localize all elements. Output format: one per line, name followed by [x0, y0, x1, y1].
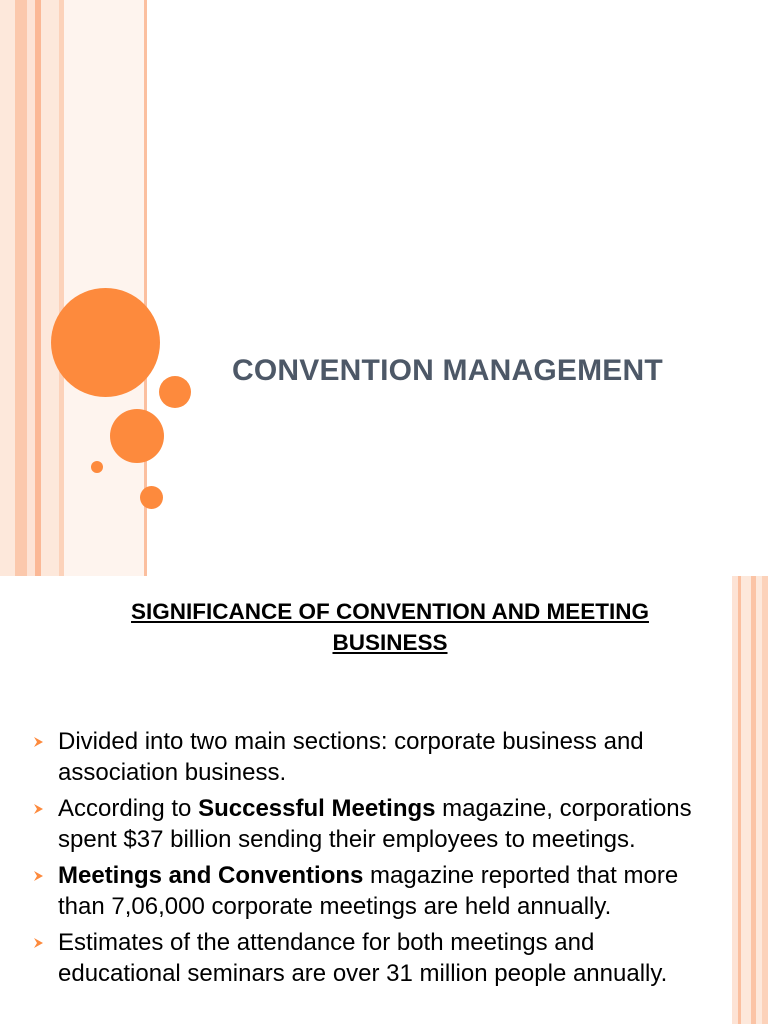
decorative-dot: [91, 461, 103, 473]
bullet-text-line: [58, 793, 745, 824]
stripe-decoration: [27, 0, 35, 576]
stripe-decoration: [762, 576, 768, 1024]
decorative-circle-medium: [110, 409, 164, 463]
magazine-name: Meetings and Conventions: [58, 862, 364, 889]
list-item: [30, 927, 745, 989]
heading-line: BUSINESS: [332, 630, 448, 655]
decorative-circle-small: [159, 376, 191, 408]
decorative-circle-small: [140, 486, 163, 509]
decorative-circle-large: [51, 288, 160, 397]
list-item: [30, 793, 745, 855]
bullet-list: [30, 726, 745, 994]
bullet-text: magazine reported that more: [363, 862, 679, 889]
arrow-bullet-icon: [32, 726, 46, 757]
bullet-text-line: spent $37 billion sending their employees to meetings.: [58, 826, 636, 853]
list-item: [30, 726, 745, 788]
bullet-text: According to: [58, 795, 199, 822]
stripe-decoration: [41, 0, 59, 576]
heading-line: SIGNIFICANCE OF CONVENTION AND MEETING: [131, 599, 649, 624]
bullet-text-line: than 7,06,000 corporate meetings are held annually.: [58, 893, 612, 920]
stripe-decoration: [15, 0, 27, 576]
slide-title: CONVENTION MANAGEMENT: [232, 354, 663, 387]
bullet-text-line: Divided into two main sections: corporate business and: [58, 728, 644, 755]
magazine-name: Successful Meetings: [198, 795, 436, 822]
arrow-bullet-icon: [32, 927, 46, 958]
arrow-bullet-icon: [32, 860, 46, 891]
bullet-text-line: [58, 860, 745, 891]
bullet-text-line: Estimates of the attendance for both meetings and: [58, 929, 595, 956]
content-slide: [0, 576, 768, 1024]
arrow-bullet-icon: [32, 793, 46, 824]
list-item: [30, 860, 745, 922]
bullet-text-line: association business.: [58, 759, 287, 786]
bullet-text: magazine, corporations: [435, 795, 692, 822]
slide-heading: [60, 596, 720, 658]
stripe-decoration: [0, 0, 15, 576]
bullet-text-line: educational seminars are over 31 million people annually.: [58, 960, 668, 987]
